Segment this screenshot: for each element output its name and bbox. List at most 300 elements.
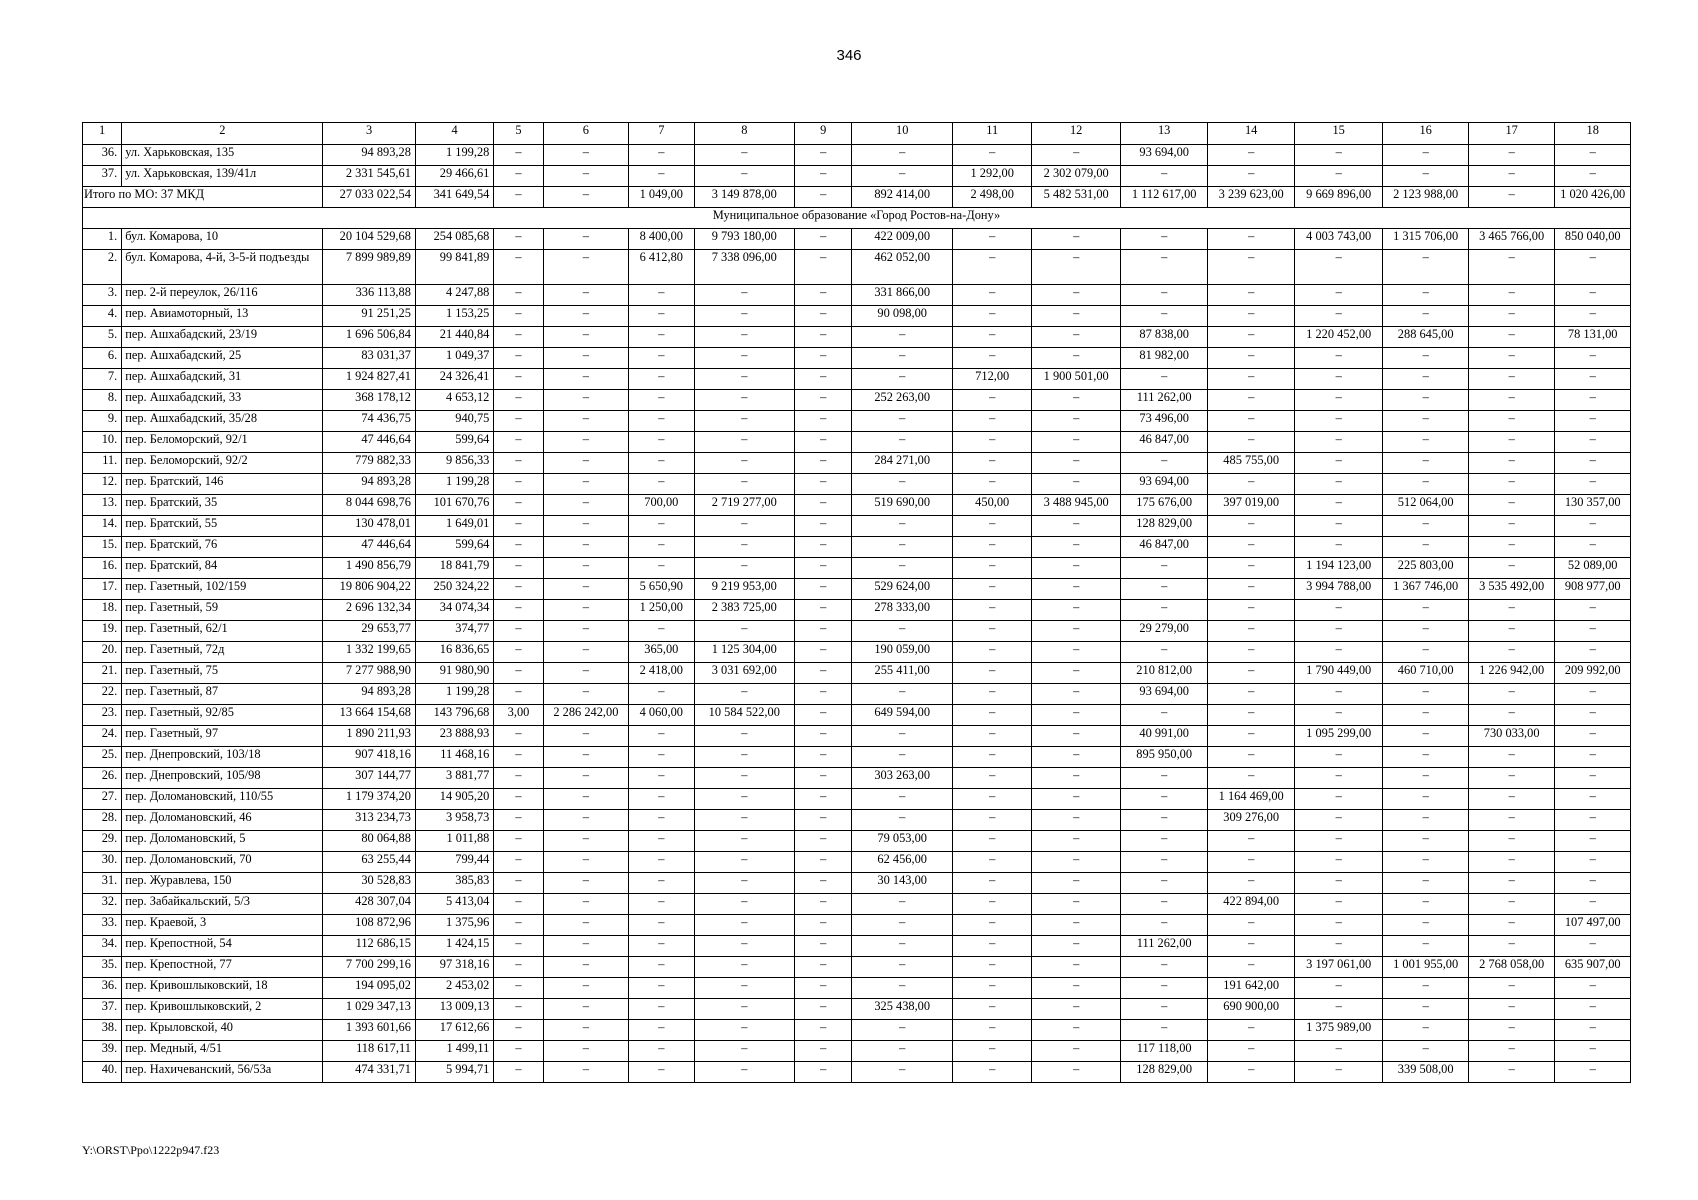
table-cell: – (543, 831, 628, 852)
table-cell: – (1294, 810, 1383, 831)
table-cell: – (494, 873, 543, 894)
table-cell: – (1468, 558, 1555, 579)
table-cell: – (952, 579, 1031, 600)
table-cell: – (852, 1041, 953, 1062)
table-cell: – (629, 166, 694, 187)
table-cell: – (952, 957, 1031, 978)
table-cell: – (543, 768, 628, 789)
row-index-cell: 31. (83, 873, 122, 894)
table-cell: 118 617,11 (323, 1041, 416, 1062)
table-cell: 3,00 (494, 705, 543, 726)
table-cell: – (795, 1041, 852, 1062)
table-cell: – (952, 621, 1031, 642)
table-cell: 730 033,00 (1468, 726, 1555, 747)
table-cell: 8 044 698,76 (323, 495, 416, 516)
table-cell: – (494, 936, 543, 957)
address-cell: пер. Нахичеванский, 56/53а (122, 1062, 323, 1083)
table-cell: – (694, 306, 795, 327)
table-cell: 1 332 199,65 (323, 642, 416, 663)
row-index-cell: 7. (83, 369, 122, 390)
table-cell: – (494, 999, 543, 1020)
table-cell: – (694, 1041, 795, 1062)
table-cell: – (952, 285, 1031, 306)
table-cell: – (543, 684, 628, 705)
table-cell: – (952, 411, 1031, 432)
table-cell: 1 890 211,93 (323, 726, 416, 747)
address-cell: пер. Ашхабадский, 25 (122, 348, 323, 369)
table-cell: – (543, 229, 628, 250)
table-cell: – (1208, 348, 1295, 369)
table-cell: – (1294, 705, 1383, 726)
table-cell: 130 357,00 (1555, 495, 1631, 516)
table-cell: – (1555, 873, 1631, 894)
table-cell: – (1555, 642, 1631, 663)
table-cell: – (1383, 537, 1468, 558)
table-cell: 62 456,00 (852, 852, 953, 873)
table-cell: – (1555, 936, 1631, 957)
table-row (83, 348, 1631, 369)
table-cell: 1 226 942,00 (1468, 663, 1555, 684)
table-cell: – (1468, 705, 1555, 726)
table-cell: – (694, 1020, 795, 1041)
table-cell: 907 418,16 (323, 747, 416, 768)
table-cell: – (1294, 1041, 1383, 1062)
table-row (83, 894, 1631, 915)
table-cell: 9 219 953,00 (694, 579, 795, 600)
table-cell: – (795, 229, 852, 250)
table-cell: – (694, 978, 795, 999)
address-cell: пер. Доломановский, 5 (122, 831, 323, 852)
table-cell: – (543, 495, 628, 516)
table-cell: – (1120, 453, 1208, 474)
table-cell: 428 307,04 (323, 894, 416, 915)
table-cell: – (1468, 642, 1555, 663)
table-cell: 3 488 945,00 (1032, 495, 1121, 516)
table-cell: 1 499,11 (415, 1041, 493, 1062)
address-cell: пер. Днепровский, 103/18 (122, 747, 323, 768)
table-cell: 117 118,00 (1120, 1041, 1208, 1062)
table-cell: – (795, 411, 852, 432)
table-row (83, 453, 1631, 474)
table-cell: – (494, 789, 543, 810)
table-cell: – (1468, 852, 1555, 873)
table-cell: – (694, 453, 795, 474)
table-cell: 19 806 904,22 (323, 579, 416, 600)
table-cell: – (1208, 411, 1295, 432)
address-cell: пер. Газетный, 72д (122, 642, 323, 663)
table-cell: – (494, 432, 543, 453)
table-cell: – (629, 999, 694, 1020)
address-cell: пер. Кривошлыковский, 18 (122, 978, 323, 999)
table-cell: – (1468, 873, 1555, 894)
table-cell: 191 642,00 (1208, 978, 1295, 999)
row-index-cell: 17. (83, 579, 122, 600)
table-cell: – (1208, 705, 1295, 726)
table-cell: 79 053,00 (852, 831, 953, 852)
table-cell: – (1555, 516, 1631, 537)
table-cell: – (1555, 789, 1631, 810)
table-row (83, 495, 1631, 516)
table-cell: – (694, 684, 795, 705)
table-cell: – (1294, 642, 1383, 663)
table-cell: 46 847,00 (1120, 432, 1208, 453)
table-row (83, 978, 1631, 999)
table-cell: 2 696 132,34 (323, 600, 416, 621)
address-cell: ул. Харьковская, 139/41л (122, 166, 323, 187)
row-index-cell: 16. (83, 558, 122, 579)
table-cell: – (1120, 579, 1208, 600)
table-cell: 175 676,00 (1120, 495, 1208, 516)
table-cell: 313 234,73 (323, 810, 416, 831)
table-cell: – (1383, 684, 1468, 705)
table-cell: – (694, 516, 795, 537)
address-cell: бул. Комарова, 10 (122, 229, 323, 250)
table-cell: – (543, 390, 628, 411)
table-cell: – (543, 579, 628, 600)
table-cell: – (543, 621, 628, 642)
table-cell: – (694, 831, 795, 852)
table-cell: – (1555, 1041, 1631, 1062)
table-cell: – (1032, 894, 1121, 915)
table-cell: 599,64 (415, 432, 493, 453)
row-index-cell: 34. (83, 936, 122, 957)
table-cell: – (795, 348, 852, 369)
table-cell: – (629, 747, 694, 768)
row-index-cell: 33. (83, 915, 122, 936)
table-cell: – (629, 474, 694, 495)
table-cell: – (629, 789, 694, 810)
table-cell: – (694, 369, 795, 390)
data-table (82, 122, 1631, 1083)
table-cell: – (694, 537, 795, 558)
table-cell: 29 279,00 (1120, 621, 1208, 642)
table-cell: 10 584 522,00 (694, 705, 795, 726)
table-cell: 252 263,00 (852, 390, 953, 411)
table-cell: – (1120, 894, 1208, 915)
table-cell: – (694, 411, 795, 432)
table-cell: – (1383, 810, 1468, 831)
table-cell: – (494, 306, 543, 327)
table-cell: – (1120, 978, 1208, 999)
table-cell: – (852, 684, 953, 705)
table-cell: 422 894,00 (1208, 894, 1295, 915)
table-cell: 7 700 299,16 (323, 957, 416, 978)
table-cell: 112 686,15 (323, 936, 416, 957)
table-cell: – (1032, 873, 1121, 894)
table-cell: – (1555, 1062, 1631, 1083)
table-cell: – (1294, 789, 1383, 810)
total-cell: 341 649,54 (415, 187, 493, 208)
table-row (83, 1041, 1631, 1062)
table-cell: 3 535 492,00 (1468, 579, 1555, 600)
table-cell: – (1032, 348, 1121, 369)
address-cell: пер. Газетный, 92/85 (122, 705, 323, 726)
table-cell: – (795, 621, 852, 642)
table-cell: 1 194 123,00 (1294, 558, 1383, 579)
table-cell: 1 250,00 (629, 600, 694, 621)
table-cell: 73 496,00 (1120, 411, 1208, 432)
table-cell: – (1294, 978, 1383, 999)
table-cell: – (543, 915, 628, 936)
table-cell: – (1383, 306, 1468, 327)
table-cell: – (1555, 166, 1631, 187)
table-row (83, 369, 1631, 390)
table-cell: – (629, 621, 694, 642)
table-cell: – (543, 145, 628, 166)
address-cell: пер. Братский, 146 (122, 474, 323, 495)
table-cell: – (795, 810, 852, 831)
table-cell: 255 411,00 (852, 663, 953, 684)
table-cell: – (543, 852, 628, 873)
table-cell: – (1208, 537, 1295, 558)
table-cell: – (795, 516, 852, 537)
table-cell: – (494, 1062, 543, 1083)
table-cell: 9 856,33 (415, 453, 493, 474)
table-cell: – (543, 453, 628, 474)
table-cell: – (494, 768, 543, 789)
table-cell: – (1032, 705, 1121, 726)
table-cell: – (795, 285, 852, 306)
table-body (83, 123, 1631, 1083)
table-cell: – (629, 390, 694, 411)
table-cell: 78 131,00 (1555, 327, 1631, 348)
table-cell: 1 011,88 (415, 831, 493, 852)
table-cell: – (1208, 558, 1295, 579)
row-index-cell: 1. (83, 229, 122, 250)
table-cell: – (494, 915, 543, 936)
table-cell: 107 497,00 (1555, 915, 1631, 936)
row-index-cell: 25. (83, 747, 122, 768)
table-cell: – (694, 873, 795, 894)
table-cell: 460 710,00 (1383, 663, 1468, 684)
table-cell: 93 694,00 (1120, 145, 1208, 166)
table-cell: – (543, 166, 628, 187)
table-cell: – (1120, 600, 1208, 621)
table-cell: – (795, 789, 852, 810)
address-cell: ул. Харьковская, 135 (122, 145, 323, 166)
table-cell: – (852, 915, 953, 936)
table-cell: – (852, 726, 953, 747)
table-cell: – (795, 663, 852, 684)
table-cell: – (1294, 684, 1383, 705)
table-cell: 101 670,76 (415, 495, 493, 516)
table-cell: 385,83 (415, 873, 493, 894)
table-cell: – (494, 726, 543, 747)
table-cell: – (795, 558, 852, 579)
table-cell: – (852, 411, 953, 432)
table-cell: – (1032, 810, 1121, 831)
table-cell: – (494, 831, 543, 852)
table-cell: 1 649,01 (415, 516, 493, 537)
table-cell: 52 089,00 (1555, 558, 1631, 579)
table-row (83, 411, 1631, 432)
table-cell: 2 331 545,61 (323, 166, 416, 187)
table-cell: 225 803,00 (1383, 558, 1468, 579)
address-cell: пер. Ашхабадский, 33 (122, 390, 323, 411)
table-cell: – (1294, 915, 1383, 936)
table-cell: – (1208, 369, 1295, 390)
table-cell: 1 375 989,00 (1294, 1020, 1383, 1041)
table-row (83, 306, 1631, 327)
table-cell: – (1294, 432, 1383, 453)
table-cell: – (952, 705, 1031, 726)
row-index-cell: 19. (83, 621, 122, 642)
table-cell: – (494, 978, 543, 999)
table-cell: – (494, 166, 543, 187)
table-cell: 21 440,84 (415, 327, 493, 348)
table-cell: – (629, 1062, 694, 1083)
table-cell: – (543, 558, 628, 579)
table-cell: 303 263,00 (852, 768, 953, 789)
table-cell: – (629, 327, 694, 348)
total-cell: – (543, 187, 628, 208)
table-cell: – (694, 999, 795, 1020)
table-cell: 87 838,00 (1120, 327, 1208, 348)
table-cell: – (543, 810, 628, 831)
table-cell: – (543, 873, 628, 894)
table-cell: – (1032, 726, 1121, 747)
table-cell: – (543, 747, 628, 768)
table-cell: 2 286 242,00 (543, 705, 628, 726)
table-cell: 254 085,68 (415, 229, 493, 250)
table-cell: – (1208, 474, 1295, 495)
table-cell: – (694, 432, 795, 453)
table-cell: 209 992,00 (1555, 663, 1631, 684)
table-cell: – (1120, 1020, 1208, 1041)
table-cell: 250 324,22 (415, 579, 493, 600)
table-cell: – (952, 453, 1031, 474)
address-cell: пер. Беломорский, 92/2 (122, 453, 323, 474)
table-cell: 94 893,28 (323, 145, 416, 166)
table-cell: – (1208, 1020, 1295, 1041)
table-cell: – (1294, 250, 1383, 285)
table-cell: 339 508,00 (1383, 1062, 1468, 1083)
page-number: 346 (836, 47, 862, 64)
table-cell: – (1032, 411, 1121, 432)
table-cell: – (1120, 306, 1208, 327)
table-cell: – (795, 915, 852, 936)
address-cell: пер. Газетный, 97 (122, 726, 323, 747)
table-cell: – (694, 810, 795, 831)
table-cell: 30 143,00 (852, 873, 953, 894)
column-number: 7 (629, 123, 694, 145)
table-cell: 700,00 (629, 495, 694, 516)
table-cell: – (952, 642, 1031, 663)
table-cell: – (952, 390, 1031, 411)
table-cell: – (1555, 747, 1631, 768)
table-cell: – (1383, 768, 1468, 789)
table-cell: – (1208, 747, 1295, 768)
table-row (83, 642, 1631, 663)
table-cell: – (1032, 516, 1121, 537)
table-cell: – (694, 327, 795, 348)
table-cell: 190 059,00 (852, 642, 953, 663)
table-cell: – (852, 327, 953, 348)
table-cell: 6 412,80 (629, 250, 694, 285)
table-cell: – (1468, 1020, 1555, 1041)
table-cell: 690 900,00 (1208, 999, 1295, 1020)
table-cell: 365,00 (629, 642, 694, 663)
table-cell: – (629, 411, 694, 432)
table-cell: – (1032, 999, 1121, 1020)
table-cell: 278 333,00 (852, 600, 953, 621)
table-cell: 1 924 827,41 (323, 369, 416, 390)
total-cell: – (494, 187, 543, 208)
table-cell: 397 019,00 (1208, 495, 1295, 516)
table-cell: – (543, 663, 628, 684)
table-cell: – (1555, 474, 1631, 495)
table-cell: 7 338 096,00 (694, 250, 795, 285)
table-cell: 40 991,00 (1120, 726, 1208, 747)
table-cell: – (795, 852, 852, 873)
table-cell: – (1383, 516, 1468, 537)
table-cell: 143 796,68 (415, 705, 493, 726)
column-number: 2 (122, 123, 323, 145)
table-cell: – (1555, 432, 1631, 453)
table-cell: – (1294, 600, 1383, 621)
table-cell: – (1383, 453, 1468, 474)
table-row (83, 285, 1631, 306)
table-cell: 111 262,00 (1120, 936, 1208, 957)
table-cell: – (1383, 348, 1468, 369)
table-cell: – (1032, 306, 1121, 327)
table-cell: 1 490 856,79 (323, 558, 416, 579)
table-cell: – (494, 327, 543, 348)
table-row (83, 600, 1631, 621)
table-cell: – (629, 432, 694, 453)
table-cell: – (629, 978, 694, 999)
table-cell: – (1294, 873, 1383, 894)
table-cell: – (1294, 747, 1383, 768)
table-cell: 47 446,64 (323, 432, 416, 453)
address-cell: пер. Ашхабадский, 35/28 (122, 411, 323, 432)
table-cell: – (1208, 663, 1295, 684)
column-number: 16 (1383, 123, 1468, 145)
table-cell: – (1468, 166, 1555, 187)
column-number: 18 (1555, 123, 1631, 145)
table-cell: – (1383, 600, 1468, 621)
table-cell: – (1555, 684, 1631, 705)
address-cell: пер. Доломановский, 70 (122, 852, 323, 873)
column-number: 13 (1120, 123, 1208, 145)
table-cell: – (1468, 411, 1555, 432)
column-number: 12 (1032, 123, 1121, 145)
table-cell: 2 418,00 (629, 663, 694, 684)
table-cell: – (952, 810, 1031, 831)
table-cell: – (1383, 1020, 1468, 1041)
column-number: 4 (415, 123, 493, 145)
table-cell: – (1294, 474, 1383, 495)
table-cell: – (1383, 915, 1468, 936)
table-cell: 1 049,37 (415, 348, 493, 369)
table-cell: – (494, 957, 543, 978)
table-cell: 3 465 766,00 (1468, 229, 1555, 250)
table-cell: – (852, 747, 953, 768)
table-cell: – (494, 495, 543, 516)
table-row (83, 229, 1631, 250)
total-cell: 2 498,00 (952, 187, 1031, 208)
row-index-cell: 12. (83, 474, 122, 495)
table-cell: – (543, 999, 628, 1020)
table-cell: 368 178,12 (323, 390, 416, 411)
table-cell: 599,64 (415, 537, 493, 558)
table-cell: – (494, 369, 543, 390)
table-cell: – (543, 250, 628, 285)
table-cell: – (543, 600, 628, 621)
table-cell: – (694, 390, 795, 411)
table-cell: 30 528,83 (323, 873, 416, 894)
table-cell: – (795, 432, 852, 453)
